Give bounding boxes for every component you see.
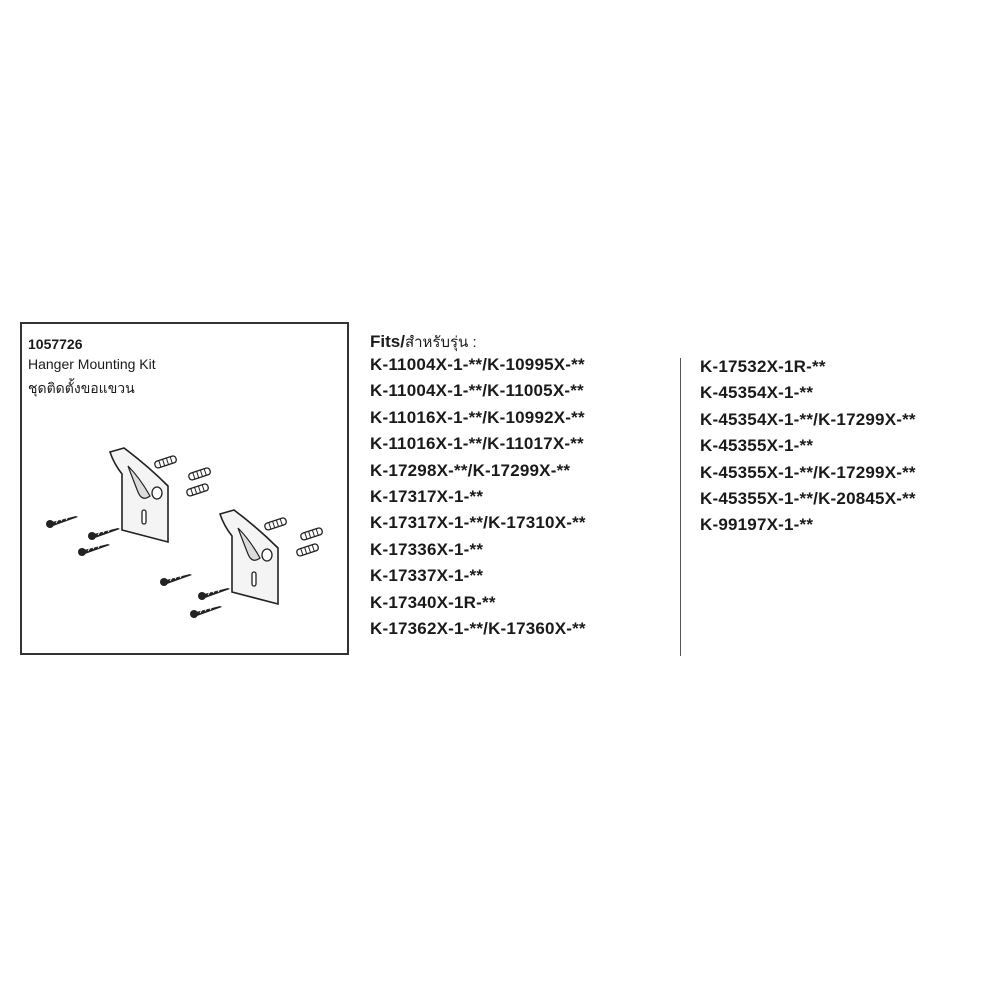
list-item: K-17336X-1-** <box>370 539 484 559</box>
list-item: K-17317X-1-**/K-17310X-** <box>370 513 586 533</box>
model-list-column-1 <box>370 352 586 642</box>
list-item: K-11004X-1-**/K-11005X-** <box>370 381 584 401</box>
list-item: K-17337X-1-** <box>370 566 484 586</box>
fits-label: Fits/ <box>370 332 405 351</box>
list-item: K-17298X-**/K-17299X-** <box>370 460 571 480</box>
fits-heading <box>370 330 477 354</box>
part-number: 1057726 <box>28 336 83 352</box>
list-item: K-45355X-1-**/K-20845X-** <box>700 488 916 508</box>
list-item: K-17340X-1R-** <box>370 592 496 612</box>
kit-name-english: Hanger Mounting Kit <box>28 356 156 372</box>
list-item: K-11016X-1-**/K-10992X-** <box>370 407 585 427</box>
list-item: K-45355X-1-** <box>700 436 814 456</box>
list-item: K-17362X-1-**/K-17360X-** <box>370 618 586 638</box>
model-list-column-2 <box>700 354 916 539</box>
list-item: K-45354X-1-**/K-17299X-** <box>700 409 916 429</box>
list-item: K-17317X-1-** <box>370 486 484 506</box>
list-item: K-11004X-1-**/K-10995X-** <box>370 355 585 374</box>
kit-panel <box>20 322 349 655</box>
kit-name-thai: ชุดติดตั้งขอแขวน <box>28 380 135 396</box>
list-item: K-11016X-1-**/K-11017X-** <box>370 434 584 454</box>
list-item: K-45354X-1-** <box>700 383 814 403</box>
fits-label-thai: สำหรับรุ่น : <box>404 334 477 351</box>
list-item: K-99197X-1-** <box>700 515 814 535</box>
list-item: K-17532X-1R-** <box>700 357 826 376</box>
hanger-bracket-screws-anchors-icon <box>22 324 347 653</box>
list-item: K-45355X-1-**/K-17299X-** <box>700 462 916 482</box>
column-divider <box>680 358 681 656</box>
